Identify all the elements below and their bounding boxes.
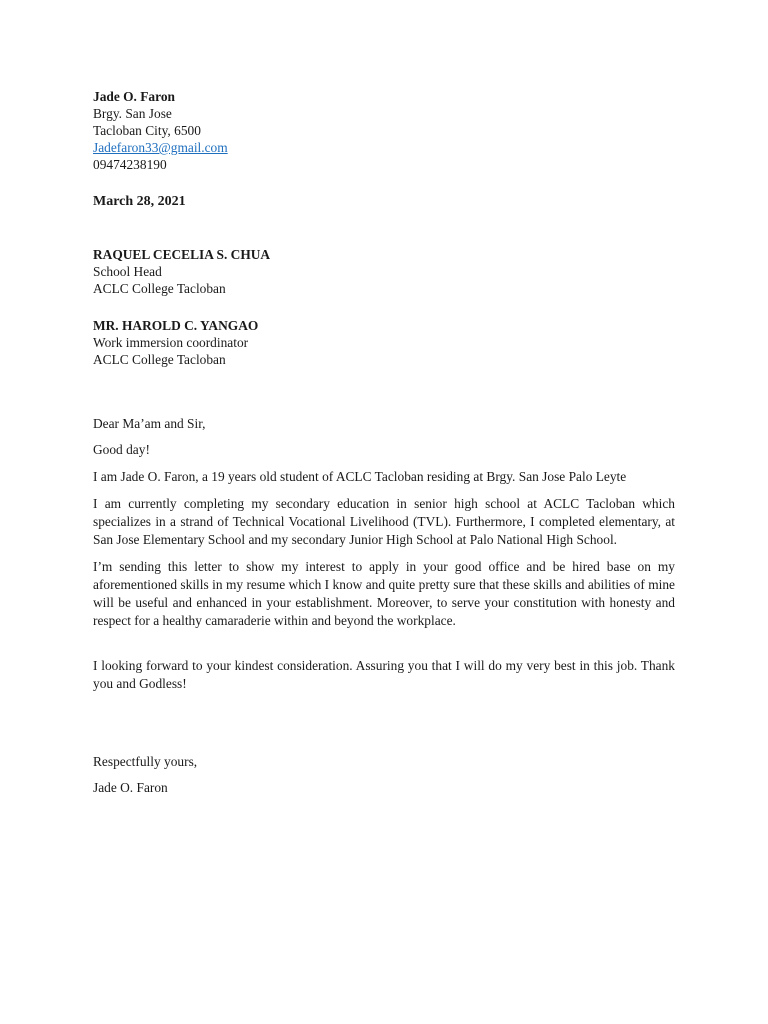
recipient-name: MR. HAROLD C. YANGAO — [93, 318, 259, 333]
sender-address-line2: Tacloban City, 6500 — [93, 123, 201, 138]
body-paragraph: I looking forward to your kindest consideration. Assuring you that I will do my very best in this job. Thank you and Godless! — [93, 658, 675, 691]
recipient-name: RAQUEL CECELIA S. CHUA — [93, 247, 271, 262]
recipient-org: ACLC College Tacloban — [93, 352, 226, 367]
sender-address-line1: Brgy. San Jose — [93, 106, 172, 121]
sender-phone: 09474238190 — [93, 157, 167, 172]
signature-name: Jade O. Faron — [93, 780, 168, 795]
sender-name: Jade O. Faron — [93, 89, 175, 104]
recipient-title: Work immersion coordinator — [93, 335, 249, 350]
recipient-block — [93, 317, 675, 368]
recipient-block — [93, 246, 675, 297]
greeting: Good day! — [93, 442, 150, 457]
closing: Respectfully yours, — [93, 754, 198, 769]
recipient-org: ACLC College Tacloban — [93, 281, 226, 296]
body-paragraph: I’m sending this letter to show my interest to apply in your good office and be hired base on my aforementioned skills in my resume which I know and quite pretty sure that these skills and abilities of mine will be useful and enhanced in your establishment. Moreover, to serve your constitution with honesty and respect for a healthy camaraderie within and beyond the workplace. — [93, 559, 675, 628]
letter-date: March 28, 2021 — [93, 194, 186, 209]
body-paragraph: I am Jade O. Faron, a 19 years old student of ACLC Tacloban residing at Brgy. San Jose Palo Leyte — [93, 469, 627, 484]
sender-email-link[interactable]: Jadefaron33@gmail.com — [93, 140, 228, 155]
sender-block — [93, 88, 675, 173]
body-paragraph: I am currently completing my secondary education in senior high school at ACLC Tacloban which specializes in a strand of Technical Vocational Livelihood (TVL). Furthermore, I completed elementary, at San Jose Elementary School and my secondary Junior High School at Palo National High School. — [93, 496, 675, 547]
recipient-title: School Head — [93, 264, 162, 279]
salutation: Dear Ma’am and Sir, — [93, 416, 206, 431]
